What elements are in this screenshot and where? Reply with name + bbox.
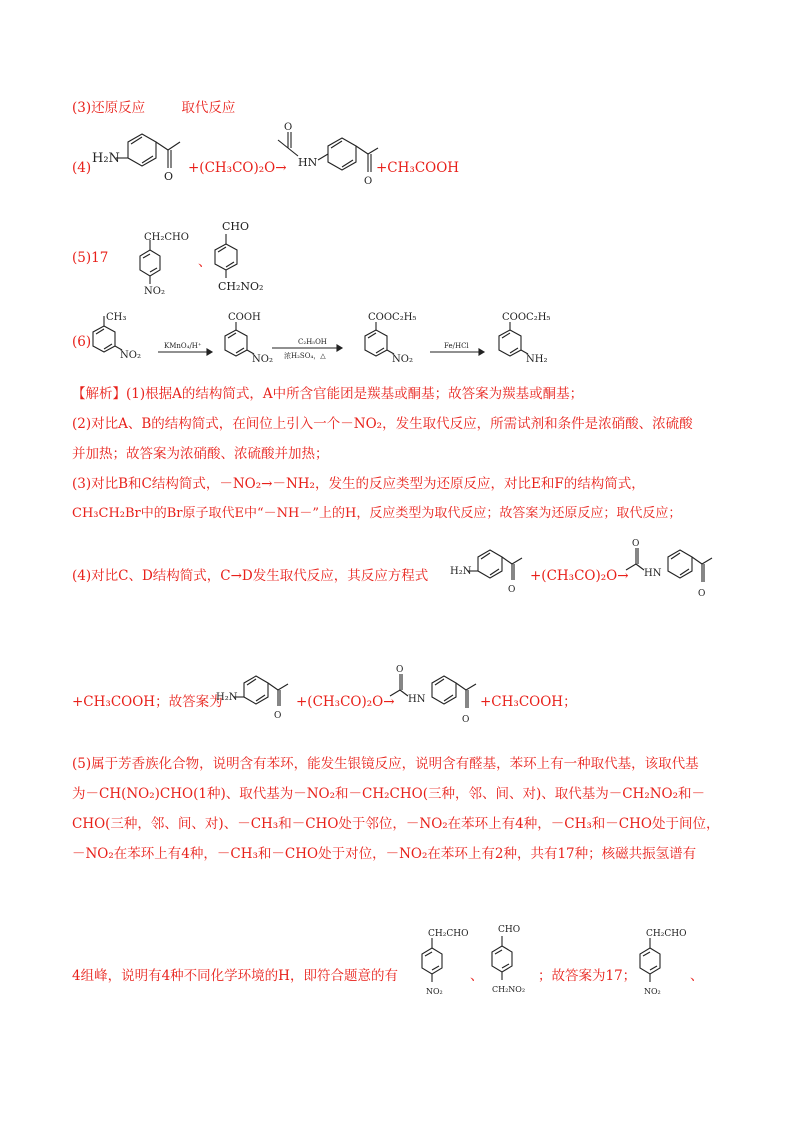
analysis-3a: (3)对比B和C结构简式，－NO₂→－NH₂，发生的反应类型为还原反应，对比E和F的结构简式， xyxy=(72,476,645,492)
structure-4-nitrophenylacetaldehyde-small-2 xyxy=(632,924,692,1004)
no2-label: NO₂ xyxy=(144,286,165,297)
no2-label: NO₂ xyxy=(644,987,661,996)
answer-4-label: (4) xyxy=(72,160,92,176)
step1-label: KMnO₄/H⁺ xyxy=(164,342,202,350)
structure-ethyl-3-nitrobenzoate xyxy=(354,308,434,368)
structure-4-nitrophenylacetaldehyde-small xyxy=(414,924,474,1004)
structure-3-nitrotoluene xyxy=(90,308,154,368)
structure-ethyl-3-aminobenzoate xyxy=(488,308,568,368)
analysis-5d: －NO₂在苯环上有4种，－CH₃和－CHO处于对位，－NO₂在苯环上有2种，共有17种；核磁共振氢谱有 xyxy=(72,846,697,862)
oxygen-label: O xyxy=(164,170,174,183)
step3-label: Fe/HCl xyxy=(444,342,469,350)
ch2cho-label: CH₂CHO xyxy=(144,232,189,243)
ch3-label: CH₃ xyxy=(106,312,127,323)
cooc2h5-label: COOC₂H₅ xyxy=(502,312,551,323)
cooh-label: COOH xyxy=(228,312,261,323)
arrow-step2 xyxy=(272,336,344,362)
analysis-5e: 4组峰，说明有4种不同化学环境的H，即符合题意的有 xyxy=(72,968,398,984)
no2-label: NO₂ xyxy=(426,987,443,996)
answer-5-label: (5)17 xyxy=(72,250,109,266)
oxygen-label: O xyxy=(364,176,373,187)
oxygen-label: O xyxy=(632,539,640,549)
analysis-3b: CH₃CH₂Br中的Br原子取代E中“－NH－”上的H，反应类型为取代反应；故答案为还原反应；取代反应； xyxy=(72,506,682,521)
structure-3-aminoacetophenone-small-2 xyxy=(214,664,300,724)
analysis-5e-mid: ；故答案为17； xyxy=(538,968,637,984)
oxygen-label: O xyxy=(462,715,470,725)
nh2-label: NH₂ xyxy=(526,354,548,365)
analysis-2a: (2)对比A、B的结构简式，在间位上引入一个－NO₂，发生取代反应，所需试剂和条件是浓硝酸、浓硫酸 xyxy=(72,416,693,432)
reagent-acetic-anhydride-3: +(CH₃CO)₂O→ xyxy=(296,694,395,710)
analysis-4a: (4)对比C、D结构简式，C→D发生取代反应，其反应方程式 xyxy=(72,568,429,584)
answer-6-label: (6) xyxy=(72,334,92,350)
structure-4-nitrophenylacetaldehyde xyxy=(130,228,200,298)
oxygen-label: O xyxy=(508,585,516,595)
structure-3-aminoacetophenone xyxy=(92,122,192,186)
no2-label: NO₂ xyxy=(252,354,273,365)
amino-label: H₂N xyxy=(92,151,120,166)
structure-acetanilide-product-3 xyxy=(384,662,494,730)
separator-2: 、 xyxy=(470,968,484,984)
analysis-2b: 并加热；故答案为浓硝酸、浓硫酸并加热； xyxy=(72,446,329,462)
analysis-4b-start: +CH₃COOH；故答案为 xyxy=(72,694,223,710)
cooc2h5-label: COOC₂H₅ xyxy=(368,312,417,323)
ch2no2-label: CH₂NO₂ xyxy=(218,280,264,293)
answer-3: (3)还原反应 取代反应 xyxy=(72,100,236,116)
structure-acetanilide-product xyxy=(272,118,392,188)
analysis-5c: CHO(三种，邻、间、对)、－CH₃和－CHO处于邻位，－NO₂在苯环上有4种，－CH₃和－CHO处于间位， xyxy=(72,816,720,832)
nh-label: HN xyxy=(644,568,662,579)
cho-label: CHO xyxy=(498,925,521,935)
oxygen-label: O xyxy=(284,122,293,133)
step2-top-label: C₂H₅OH xyxy=(298,338,327,346)
structure-4-nitromethylbenzaldehyde-small xyxy=(482,918,542,1008)
oxygen-label: O xyxy=(698,589,706,599)
separator: 、 xyxy=(198,254,212,270)
oxygen-label: O xyxy=(274,711,282,721)
oxygen-label: O xyxy=(396,665,404,675)
structure-3-aminoacetophenone-small xyxy=(448,538,534,598)
structure-4-nitromethylbenzaldehyde xyxy=(208,216,288,296)
arrow-step1 xyxy=(158,338,214,358)
nh-label: HN xyxy=(408,694,426,705)
no2-label: NO₂ xyxy=(120,350,141,361)
analysis-5a: (5)属于芳香族化合物，说明含有苯环，能发生银镜反应，说明含有醛基，苯环上有一种取代基，该取代基 xyxy=(72,756,699,772)
analysis-5b: 为－CH(NO₂)CHO(1种)、取代基为－NO₂和－CH₂CHO(三种，邻、间、对)、取代基为－CH₂NO₂和－ xyxy=(72,786,706,802)
ch2cho-label: CH₂CHO xyxy=(428,929,469,939)
byproduct-acetic-acid: +CH₃COOH xyxy=(376,160,460,176)
step2-bottom-label: 浓H₂SO₄，△ xyxy=(284,352,326,360)
analysis-1: 【解析】(1)根据A的结构简式，A中所含官能团是羰基或酮基；故答案为羰基或酮基； xyxy=(72,386,584,402)
nh-label: HN xyxy=(298,156,318,169)
reagent-acetic-anhydride-2: +(CH₃CO)₂O→ xyxy=(530,568,629,584)
ch2cho-label: CH₂CHO xyxy=(646,929,687,939)
ch2no2-label: CH₂NO₂ xyxy=(492,985,526,994)
amino-label: H₂N xyxy=(450,566,472,577)
reagent-acetic-anhydride: +(CH₃CO)₂O→ xyxy=(188,160,287,176)
arrow-step3 xyxy=(430,338,486,358)
no2-label: NO₂ xyxy=(392,354,413,365)
structure-acetanilide-product-2 xyxy=(620,536,730,604)
analysis-4b-end: +CH₃COOH； xyxy=(480,694,577,710)
amino-label: H₂N xyxy=(216,692,238,703)
analysis-5e-end: 、 xyxy=(690,968,704,984)
cho-label: CHO xyxy=(222,220,250,233)
